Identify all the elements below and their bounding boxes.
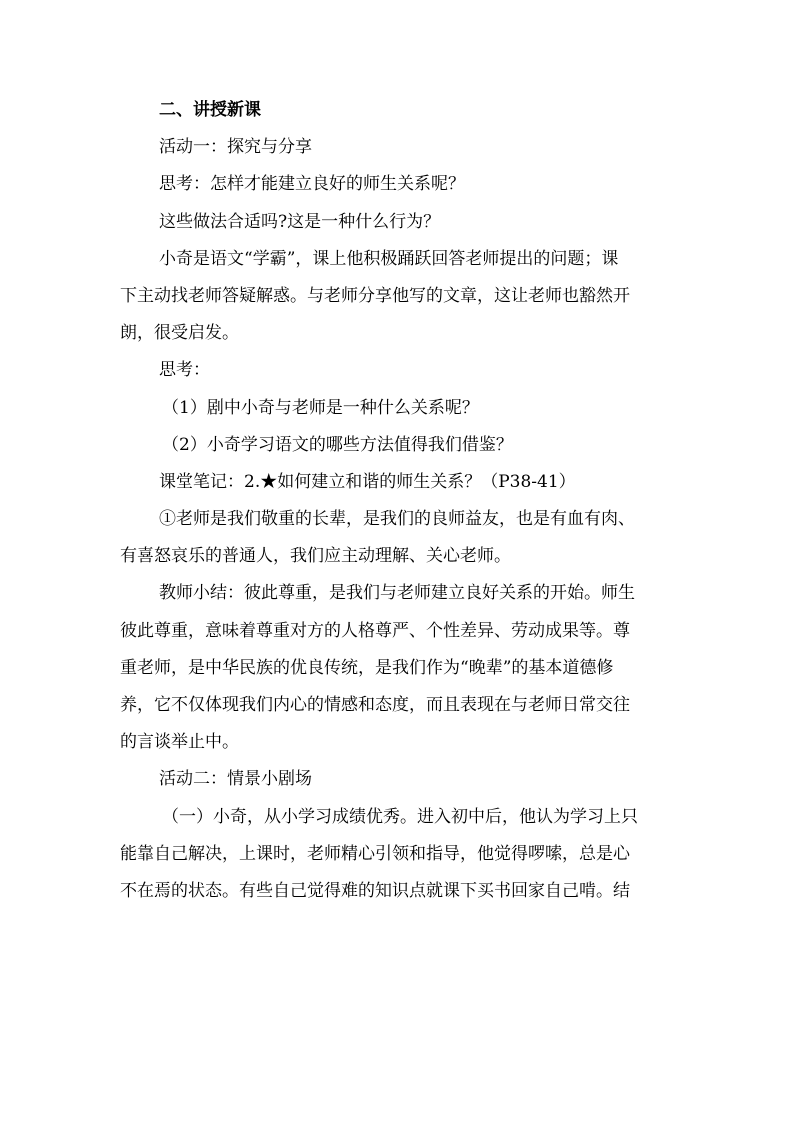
question-item: （2）小奇学习语文的哪些方法值得我们借鉴？ [162, 434, 513, 455]
section-heading: 二、讲授新课 [159, 100, 261, 120]
paragraph-line: 重老师，是中华民族的优良传统，是我们作为“晚辈”的基本道德修 [120, 657, 614, 678]
question-line: 思考：怎样才能建立良好的师生关系呢？ [159, 174, 465, 195]
paragraph-line: 教师小结：彼此尊重，是我们与老师建立良好关系的开始。师生 [159, 583, 635, 604]
question-line: 这些做法合适吗?这是一种什么行为？ [159, 211, 441, 232]
paragraph-line: 能靠自己解决，上课时，老师精心引领和指导，他觉得啰嗦，总是心 [120, 843, 630, 864]
paragraph-line: 有喜怒哀乐的普通人，我们应主动理解、关心老师。 [120, 546, 511, 567]
paragraph-line: 小奇是语文“学霸”，课上他积极踊跃回答老师提出的问题；课 [159, 248, 619, 269]
paragraph-line: 养，它不仅体现我们内心的情感和态度，而且表现在与老师日常交往 [120, 695, 630, 715]
paragraph-line: 不在焉的状态。有些自己觉得难的知识点就课下买书回家自己啃。结 [120, 880, 630, 901]
question-item: （1）剧中小奇与老师是一种什么关系呢？ [162, 397, 479, 418]
paragraph-line: 下主动找老师答疑解惑。与老师分享他写的文章，这让老师也豁然开 [120, 285, 630, 306]
document-body [120, 100, 676, 918]
paragraph-line: 朗，很受启发。 [120, 323, 239, 344]
paragraph-line: ①老师是我们敬重的长辈，是我们的良师益友，也是有血有肉、 [159, 509, 635, 530]
paragraph-line: 彼此尊重，意味着尊重对方的人格尊严、个性差异、劳动成果等。尊 [120, 620, 630, 641]
think-label: 思考： [159, 360, 210, 381]
class-notes-heading: 课堂笔记：2.★如何建立和谐的师生关系？（P38-41） [159, 471, 576, 492]
activity-two-title: 活动二：情景小剧场 [159, 769, 312, 790]
paragraph-line: 的言谈举止中。 [120, 732, 239, 753]
activity-one-title: 活动一：探究与分享 [159, 137, 312, 158]
paragraph-line: （一）小奇，从小学习成绩优秀。进入初中后，他认为学习上只 [162, 806, 638, 827]
